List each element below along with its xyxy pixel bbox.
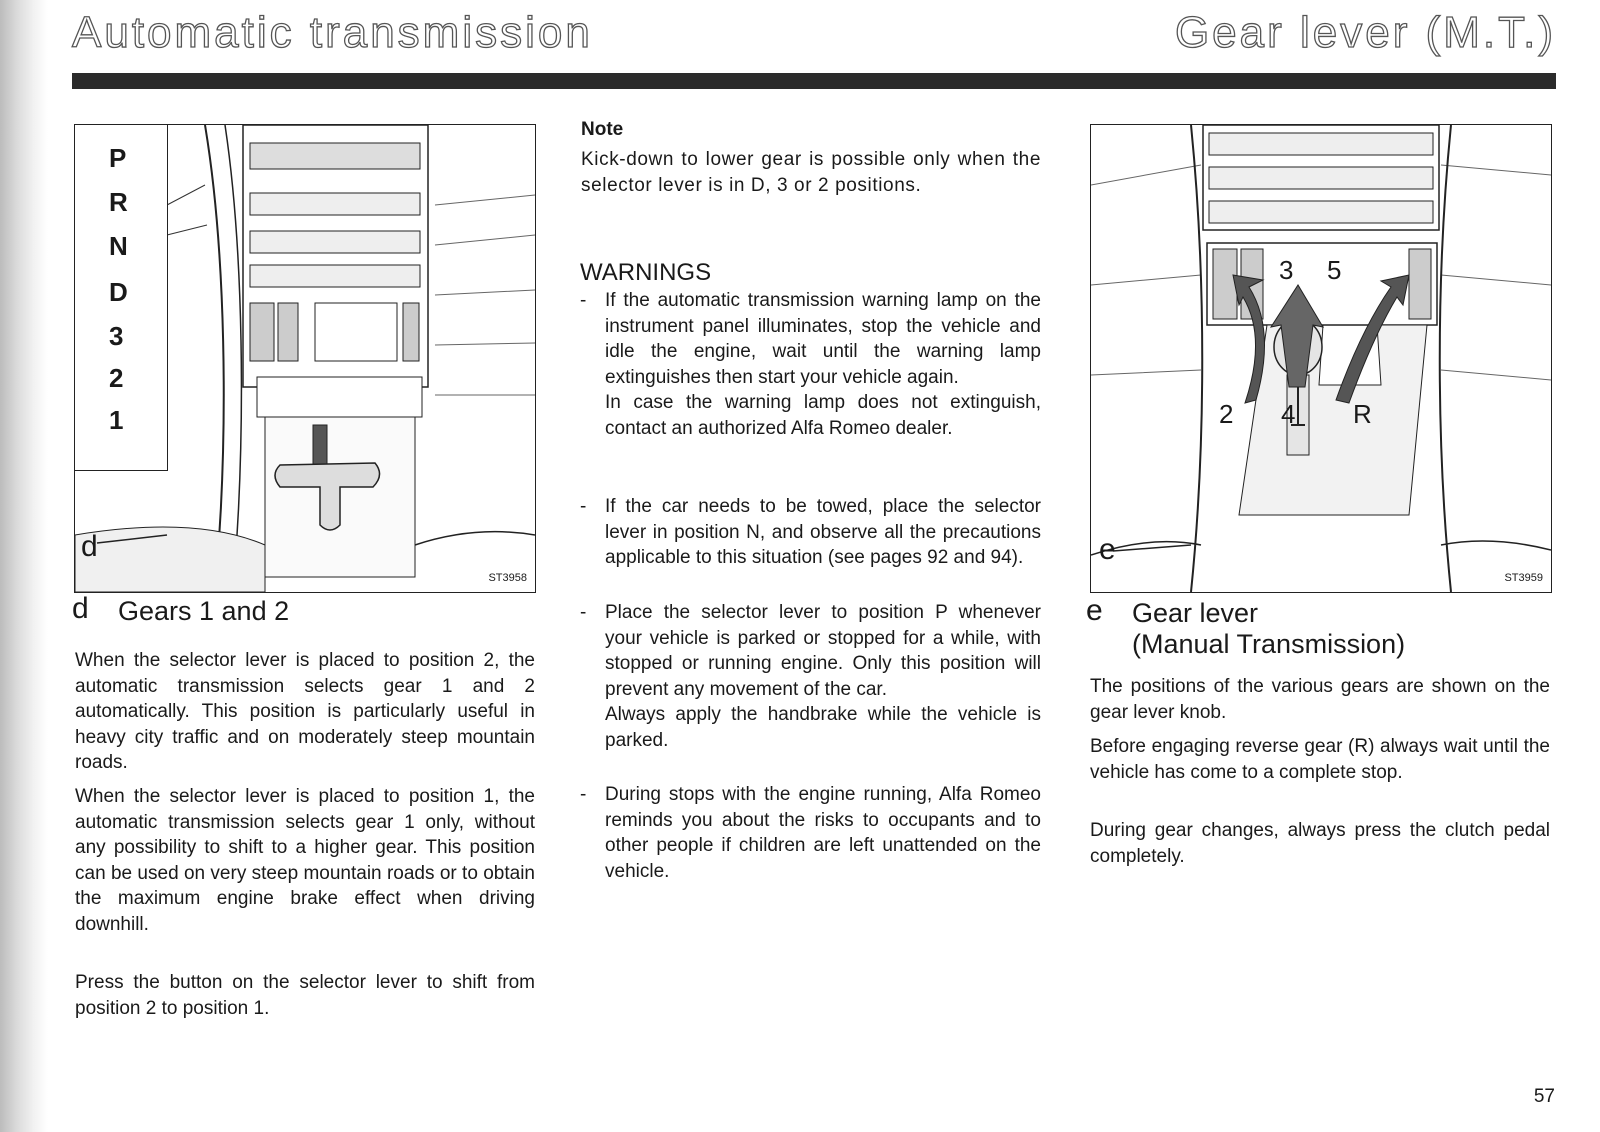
warnings-heading: WARNINGS bbox=[580, 259, 712, 286]
figure-automatic-selector bbox=[74, 124, 536, 593]
note-text: Kick-down to lower gear is possible only when the selector lever is in D, 3 or 2 positions. bbox=[581, 149, 1041, 196]
section-title: Gear lever (M.T.) bbox=[1174, 8, 1556, 57]
warning-text: In case the warning lamp does not extinguish, contact an authorized Alfa Romeo dealer. bbox=[605, 392, 1041, 439]
gear-label-5: 5 bbox=[1327, 255, 1342, 285]
paragraph-d-1: When the selector lever is placed to position 2, the automatic transmission selects gear 1 and 2 automatically. This position is particularly useful in heavy city traffic and on moderately steep mountain roads. bbox=[75, 650, 535, 773]
caption-title-d: Gears 1 and 2 bbox=[118, 596, 290, 626]
figure-manual-gear-lever bbox=[1090, 124, 1552, 593]
caption-letter-d: d bbox=[72, 592, 89, 625]
warning-text: If the automatic transmission warning lamp on the instrument panel illuminates, stop the vehicle and idle the engine, wait until the warning lamp extinguishes then start your vehicle again. bbox=[605, 290, 1041, 388]
warning-item: - If the automatic transmission warning lamp on the instrument panel illuminates, stop the vehicle and idle the engine, wait until the warning lamp extinguishes then start your vehicle again. In case the warning lamp does not extinguish, contact an authorized Alfa Romeo dealer. bbox=[580, 288, 1041, 441]
gear-position-d: D bbox=[109, 277, 128, 307]
gear-position-n: N bbox=[109, 231, 128, 261]
gear-position-1: 1 bbox=[109, 405, 124, 435]
figure-letter-e: e bbox=[1099, 533, 1116, 566]
warning-text: If the car needs to be towed, place the selector lever in position N, and observe all the precautions applicable to this situation (see pages 92 and 94). bbox=[605, 496, 1041, 568]
note-heading: Note bbox=[581, 119, 624, 140]
gear-position-p: P bbox=[109, 143, 127, 173]
warning-item: - Place the selector lever to position P whenever your vehicle is parked or stopped for a while, with stopped or running engine. Only this position will prevent any movement of the car. Always apply the handbrake while the vehicle is parked. bbox=[580, 600, 1041, 753]
caption-title-e-line1: Gear lever bbox=[1132, 598, 1259, 628]
page-binding-shadow bbox=[0, 0, 48, 1132]
warning-text: Always apply the handbrake while the vehicle is parked. bbox=[605, 704, 1041, 751]
warning-text: During stops with the engine running, Alfa Romeo reminds you about the risks to occupants and to other people if children are left unattended on the vehicle. bbox=[605, 784, 1041, 882]
paragraph-d-2: When the selector lever is placed to position 1, the automatic transmission selects gear 1 only, without any possibility to shift to a higher gear. This position can be used on very steep mountain roads or to obtain the maximum engine brake effect when driving downhill. bbox=[75, 786, 535, 935]
chapter-title: Automatic transmission bbox=[72, 8, 593, 57]
paragraph-e-2: Before engaging reverse gear (R) always wait until the vehicle has come to a complete stop. bbox=[1090, 736, 1550, 783]
caption-title-e-line2: (Manual Transmission) bbox=[1132, 629, 1406, 659]
gear-label-3: 3 bbox=[1279, 255, 1294, 285]
caption-letter-e: e bbox=[1086, 594, 1103, 627]
paragraph-e-1: The positions of the various gears are shown on the gear lever knob. bbox=[1090, 676, 1550, 723]
figure-code-e: ST3959 bbox=[1504, 572, 1543, 584]
page-number: 57 bbox=[1533, 1086, 1555, 1107]
paragraph-e-3: During gear changes, always press the clutch pedal completely. bbox=[1090, 820, 1550, 867]
gear-label-4: 4 bbox=[1281, 399, 1296, 429]
gear-position-r: R bbox=[109, 187, 128, 217]
figure-letter-d: d bbox=[81, 530, 98, 563]
warning-text: Place the selector lever to position P whenever your vehicle is parked or stopped for a while, with stopped or running engine. Only this position will prevent any movement of the car. bbox=[605, 602, 1041, 700]
gear-position-2: 2 bbox=[109, 363, 124, 393]
console-illustration-e bbox=[1091, 125, 1551, 592]
paragraph-d-3: Press the button on the selector lever to shift from position 2 to position 1. bbox=[75, 972, 535, 1019]
gear-position-3: 3 bbox=[109, 321, 124, 351]
figure-code-d: ST3958 bbox=[488, 572, 527, 584]
header-rule bbox=[72, 73, 1556, 89]
gear-label-2: 2 bbox=[1219, 399, 1234, 429]
warning-item: - If the car needs to be towed, place the selector lever in position N, and observe all the precautions applicable to this situation (see pages 92 and 94). bbox=[580, 494, 1041, 571]
warning-item: - During stops with the engine running, Alfa Romeo reminds you about the risks to occupants and to other people if children are left unattended on the vehicle. bbox=[580, 782, 1041, 884]
gear-label-r: R bbox=[1353, 399, 1372, 429]
gear-position-column bbox=[75, 125, 168, 471]
